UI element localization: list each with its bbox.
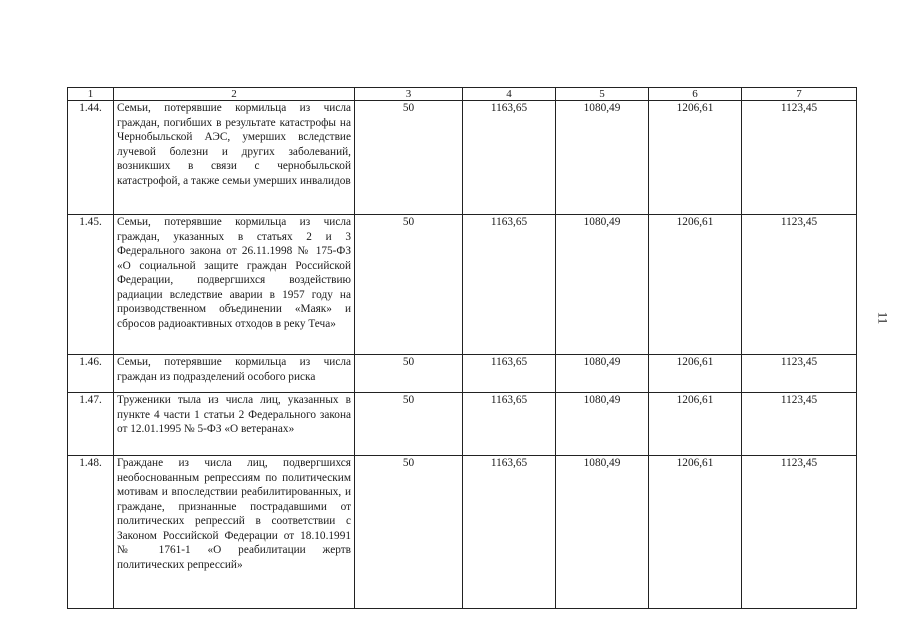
cell-col3: 50 [355,456,463,609]
row-number: 1.48. [68,456,114,609]
column-header-3: 3 [355,88,463,101]
table-row [68,215,857,355]
row-number: 1.46. [68,355,114,393]
column-header-1: 1 [68,88,114,101]
header-row [68,88,857,101]
row-description: Семьи, потерявшие кормильца из числа граждан из подразделений особого риска [114,355,355,393]
cell-col5: 1080,49 [556,456,649,609]
cell-col7: 1123,45 [742,456,857,609]
cell-col4: 1163,65 [463,215,556,355]
row-description: Семьи, потерявшие кормильца из числа граждан, погибших в результате катастрофы на Чернобыльской АЭС, умерших вследствие лучевой болезни и других заболеваний, возникших в связи с чернобыльской катастрофой, а также семьи умерших инвалидов [114,101,355,215]
cell-col5: 1080,49 [556,215,649,355]
cell-col6: 1206,61 [649,456,742,609]
column-header-6: 6 [649,88,742,101]
cell-col6: 1206,61 [649,101,742,215]
data-table [67,87,857,609]
row-number: 1.47. [68,393,114,456]
table-row [68,456,857,609]
row-description: Семьи, потерявшие кормильца из числа граждан, указанных в статьях 2 и 3 Федерального закона от 26.11.1998 № 175-ФЗ «О социальной защите граждан Российской Федерации, подвергшихся воздействию радиации вследствие аварии в 1957 году на производственном объединении «Маяк» и сбросов радиоактивных отходов в реку Теча» [114,215,355,355]
cell-col5: 1080,49 [556,393,649,456]
cell-col7: 1123,45 [742,215,857,355]
cell-col3: 50 [355,101,463,215]
table-row [68,393,857,456]
cell-col7: 1123,45 [742,393,857,456]
row-number: 1.45. [68,215,114,355]
cell-col7: 1123,45 [742,101,857,215]
cell-col6: 1206,61 [649,215,742,355]
cell-col3: 50 [355,355,463,393]
cell-col4: 1163,65 [463,456,556,609]
cell-col7: 1123,45 [742,355,857,393]
row-description: Труженики тыла из числа лиц, указанных в пункте 4 части 1 статьи 2 Федерального закона от 12.01.1995 № 5-ФЗ «О ветеранах» [114,393,355,456]
table-row [68,101,857,215]
column-header-2: 2 [114,88,355,101]
cell-col4: 1163,65 [463,355,556,393]
cell-col3: 50 [355,393,463,456]
cell-col6: 1206,61 [649,355,742,393]
column-header-7: 7 [742,88,857,101]
row-number: 1.44. [68,101,114,215]
table-row [68,355,857,393]
cell-col4: 1163,65 [463,101,556,215]
page-number: 11 [875,311,891,325]
cell-col6: 1206,61 [649,393,742,456]
column-header-4: 4 [463,88,556,101]
cell-col3: 50 [355,215,463,355]
cell-col5: 1080,49 [556,355,649,393]
cell-col4: 1163,65 [463,393,556,456]
row-description: Граждане из числа лиц, подвергшихся необоснованным репрессиям по политическим мотивам и впоследствии реабилитированных, и граждане, признанные пострадавшими от политических репрессий в соответствии с Законом Российской Федерации от 18.10.1991 № 1761-1 «О реабилитации жертв политических репрессий» [114,456,355,609]
column-header-5: 5 [556,88,649,101]
cell-col5: 1080,49 [556,101,649,215]
